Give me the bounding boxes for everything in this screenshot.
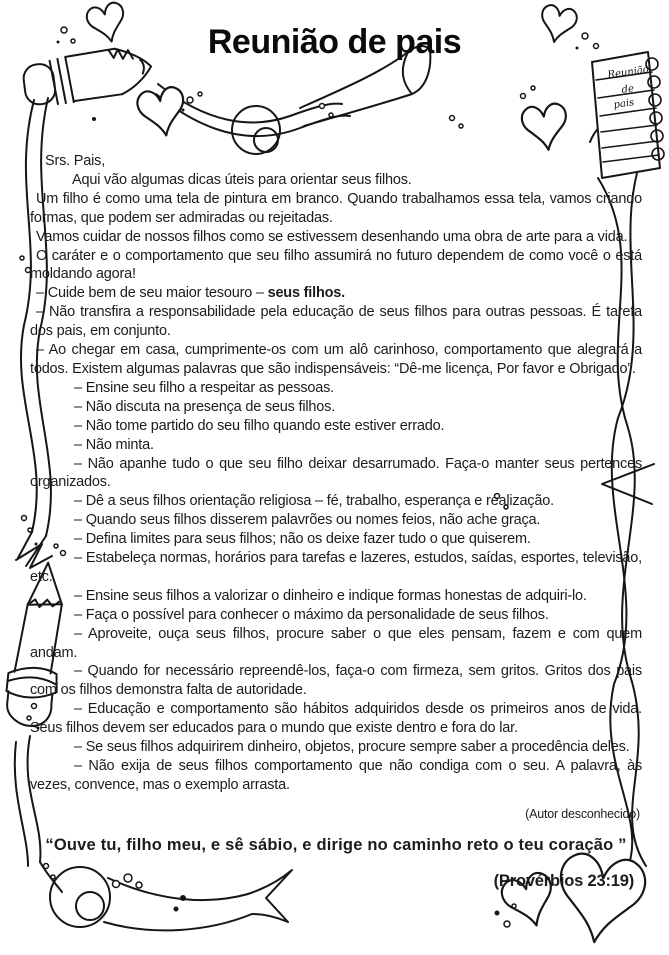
paragraph: Vamos cuidar de nossos filhos como se estivessem desenhando uma obra de arte para a vida. — [36, 228, 628, 245]
heart-icon — [520, 102, 570, 153]
salutation: Srs. Pais, — [45, 153, 106, 169]
tip-item: – Não minta. — [74, 436, 154, 453]
paragraph: Um filho é como uma tela de pintura em branco. Quando trabalhamos essa tela, vamos criando formas, que podem ser admiradas ou rejeitadas. — [30, 190, 642, 226]
tip-item: – Aproveite, ouça seus filhos, procure saber o que eles pensam, fazem e com quem andam. — [30, 625, 642, 661]
bible-quote: “Ouve tu, filho meu, e sê sábio, e dirige no caminho reto o teu coração ” — [45, 836, 627, 855]
tip-item: – Se seus filhos adquirirem dinheiro, objetos, procure sempre saber a procedência deles. — [74, 739, 630, 756]
tip-item: – Ensine seus filhos a valorizar o dinheiro e indique formas honestas de adquiri-lo. — [74, 587, 587, 604]
tip-item: – Estabeleça normas, horários para tarefas e lazeres, estudos, saídas, esportes, televisão, etc. — [30, 550, 642, 585]
letter-body — [30, 152, 642, 907]
notepad-text-line1: Reunião — [606, 64, 650, 81]
tip-item — [30, 284, 642, 303]
notepad-text-line2: de — [620, 83, 635, 96]
tip-item: – Não apanhe tudo o que seu filho deixar desarrumado. Faça-o manter seus pertences organizados. — [30, 455, 642, 491]
tip-item: – Quando seus filhos disserem palavrões ou nomes feios, não ache graça. — [74, 512, 541, 529]
intro-line: Aqui vão algumas dicas úteis para orientar seus filhos. — [72, 171, 412, 188]
paragraph: O caráter e o comportamento que seu filho assumirá no futuro dependem de como você o está moldando agora! — [30, 247, 642, 283]
tip-item: – Educação e comportamento são hábitos adquiridos desde os primeiros anos de vida. Seus filhos devem ser educados para o mundo que existe dentro e fora do lar. — [30, 701, 642, 737]
tip-text-bold: seus filhos. — [267, 285, 345, 302]
tip-item: – Faça o possível para conhecer o máximo da personalidade de seus filhos. — [74, 606, 549, 623]
notepad-text-line3: pais — [612, 97, 635, 111]
ribbon-icon — [156, 46, 430, 154]
tip-item: – Ensine seu filho a respeitar as pessoas. — [74, 379, 335, 396]
tip-item: – Não exija de seus filhos comportamento que não condiga com o seu. A palavra, às vezes, convence, mas o exemplo arrasta. — [30, 758, 642, 793]
tip-item: – Ao chegar em casa, cumprimente-os com um alô carinhoso, comportamento que alegrará a todos. Existem algumas palavras que são indispensáveis: “Dê-me licença, Por favor e Obrigado”. — [30, 342, 642, 377]
tip-item: – Quando for necessário repreendê-los, faça-o com firmeza, sem gritos. Gritos dos pais com os filhos demonstra falta de autoridade. — [30, 663, 642, 699]
tip-item: – Dê a seus filhos orientação religiosa – fé, trabalho, esperança e realização. — [74, 493, 554, 510]
page-title: Reunião de pais — [207, 22, 462, 61]
tip-item: – Não transfira a responsabilidade pela educação de seus filhos para outras pessoas. É tarefa dos pais, em conjunto. — [30, 304, 642, 340]
bible-reference: (Provérbios 23:19) — [493, 871, 634, 890]
tip-item: – Defina limites para seus filhos; não os deixe fazer tudo o que quiserem. — [74, 531, 531, 548]
tip-text: – Cuide bem de seu maior tesouro – — [36, 285, 268, 302]
tip-item: – Não discuta na presença de seus filhos. — [74, 398, 336, 415]
attribution: (Autor desconhecido) — [525, 806, 640, 821]
tip-item: – Não tome partido do seu filho quando este estiver errado. — [74, 417, 445, 434]
